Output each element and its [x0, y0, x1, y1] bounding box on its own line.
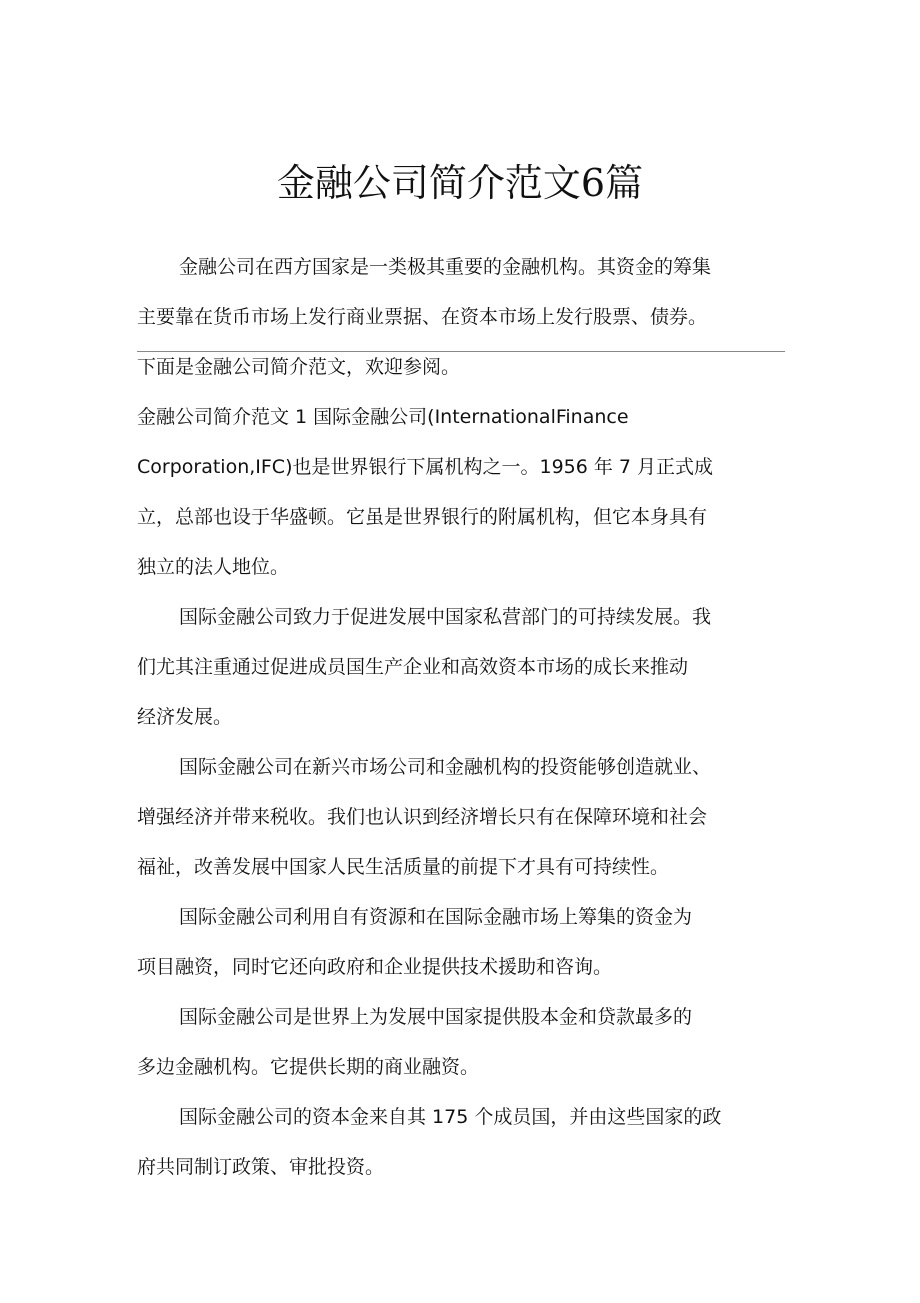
text-line: 国际金融公司是世界上为发展中国家提供股本金和贷款最多的: [179, 1006, 693, 1028]
text-line: 下面是金融公司简介范文，欢迎参阅。: [137, 356, 461, 378]
text-line: 主要靠在货币市场上发行商业票据、在资本市场上发行股票、债券。: [137, 306, 708, 328]
text-line: 立，总部也设于华盛顿。它虽是世界银行的附属机构，但它本身具有: [137, 506, 708, 528]
text-line: Corporation,IFC)也是世界银行下属机构之一。1956 年 7 月正式成: [137, 456, 714, 478]
text-line: 金融公司简介范文 1 国际金融公司(InternationalFinance: [137, 406, 629, 428]
text-line: 国际金融公司致力于促进发展中国家私营部门的可持续发展。我: [179, 606, 712, 628]
text-line: 独立的法人地位。: [137, 556, 290, 578]
text-line: 项目融资，同时它还向政府和企业提供技术援助和咨询。: [137, 956, 613, 978]
text-line: 们尤其注重通过促进成员国生产企业和高效资本市场的成长来推动: [137, 656, 689, 678]
text-line: 经济发展。: [137, 706, 233, 728]
text-line: 国际金融公司在新兴市场公司和金融机构的投资能够创造就业、: [179, 756, 712, 778]
text-line: 增强经济并带来税收。我们也认识到经济增长只有在保障环境和社会: [137, 806, 708, 828]
text-line: 福祉，改善发展中国家人民生活质量的前提下才具有可持续性。: [137, 856, 670, 878]
document-title: 金融公司简介范文6篇: [276, 161, 644, 205]
text-line: 金融公司在西方国家是一类极其重要的金融机构。其资金的筹集: [179, 256, 712, 278]
text-line: 国际金融公司的资本金来自其 175 个成员国，并由这些国家的政: [179, 1106, 722, 1128]
text-line: 府共同制订政策、审批投资。: [137, 1156, 385, 1178]
text-line: 多边金融机构。它提供长期的商业融资。: [137, 1056, 480, 1078]
text-line: 国际金融公司利用自有资源和在国际金融市场上筹集的资金为: [179, 906, 693, 928]
